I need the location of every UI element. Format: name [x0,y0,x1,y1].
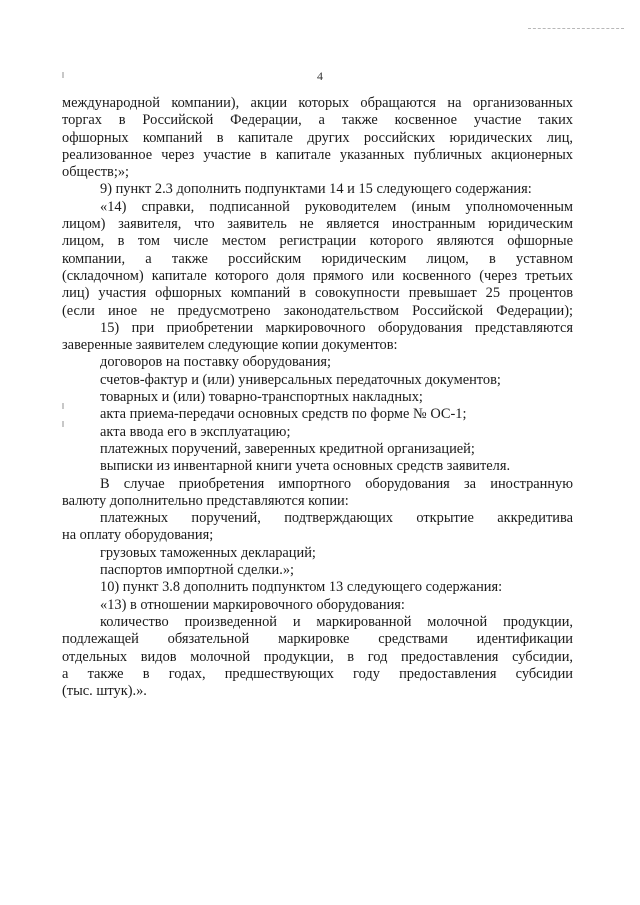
text-line: паспортов импортной сделки.»; [100,562,295,579]
text-line: (тыс. штук).». [62,683,147,700]
text-line: реализованное через участие в капитале указанных публичных акционерных [62,146,573,163]
text-line: обществ;»; [62,164,130,181]
text-line: торгах в Российской Федерации, а также косвенное участие таких [62,112,573,129]
text-line: отдельных видов молочной продукции, в год предоставления субсидии, [62,648,573,665]
text-line: на оплату оборудования; [62,527,214,544]
text-line: выписки из инвентарной книги учета основных средств заявителя. [100,458,511,475]
scan-artifact-line [528,28,624,29]
document-body [62,95,573,700]
text-line: платежных поручений, подтверждающих открытие аккредитива [100,510,573,527]
text-line: акта ввода его в эксплуатацию; [100,423,291,440]
text-line: лицом, в том числе местом регистрации которого являются офшорные [62,233,573,250]
text-line: «13) в отношении маркировочного оборудования: [100,596,405,613]
text-line: 10) пункт 3.8 дополнить подпунктом 13 следующего содержания: [100,579,503,596]
text-line: лицом) заявителя, что заявитель не является иностранным юридическим [62,216,573,233]
text-line: (складочном) капитале которого доля прямого или косвенного (через третьих [62,267,573,284]
text-line: 15) при приобретении маркировочного оборудования представляются [100,319,573,336]
text-line: «14) справки, подписанной руководителем (иным уполномоченным [100,198,573,215]
text-line: В случае приобретения импортного оборудования за иностранную [100,475,573,492]
text-line: (если иное не предусмотрено законодательством Российской Федерации); [62,302,573,319]
text-line: договоров на поставку оборудования; [100,354,332,371]
text-line: товарных и (или) товарно-транспортных накладных; [100,389,423,406]
text-line: офшорных компаний в капитале других российских юридических лиц, [62,129,573,146]
text-line: компании, а также российским юридическим лицом, в уставном [62,250,573,267]
text-line: акта приема-передачи основных средств по форме № ОС-1; [100,406,467,423]
text-line: международной компании), акции которых обращаются на организованных [62,95,573,111]
text-line: грузовых таможенных деклараций; [100,544,316,561]
text-line: счетов-фактур и (или) универсальных передаточных документов; [100,371,501,388]
page-number: 4 [317,69,323,83]
text-line: количество произведенной и маркированной молочной продукции, [100,613,573,630]
text-line: 9) пункт 2.3 дополнить подпунктами 14 и 15 следующего содержания: [100,181,532,198]
text-line: подлежащей обязательной маркировке средствами идентификации [62,631,573,648]
text-line: лиц) участия офшорных компаний в совокупности превышает 25 процентов [62,285,573,302]
text-line: заверенные заявителем следующие копии документов: [62,337,398,354]
text-line: а также в годах, предшествующих году предоставления субсидии [62,665,573,682]
text-line: валюту дополнительно представляются копии: [62,492,349,509]
text-line: платежных поручений, заверенных кредитной организацией; [100,440,475,457]
